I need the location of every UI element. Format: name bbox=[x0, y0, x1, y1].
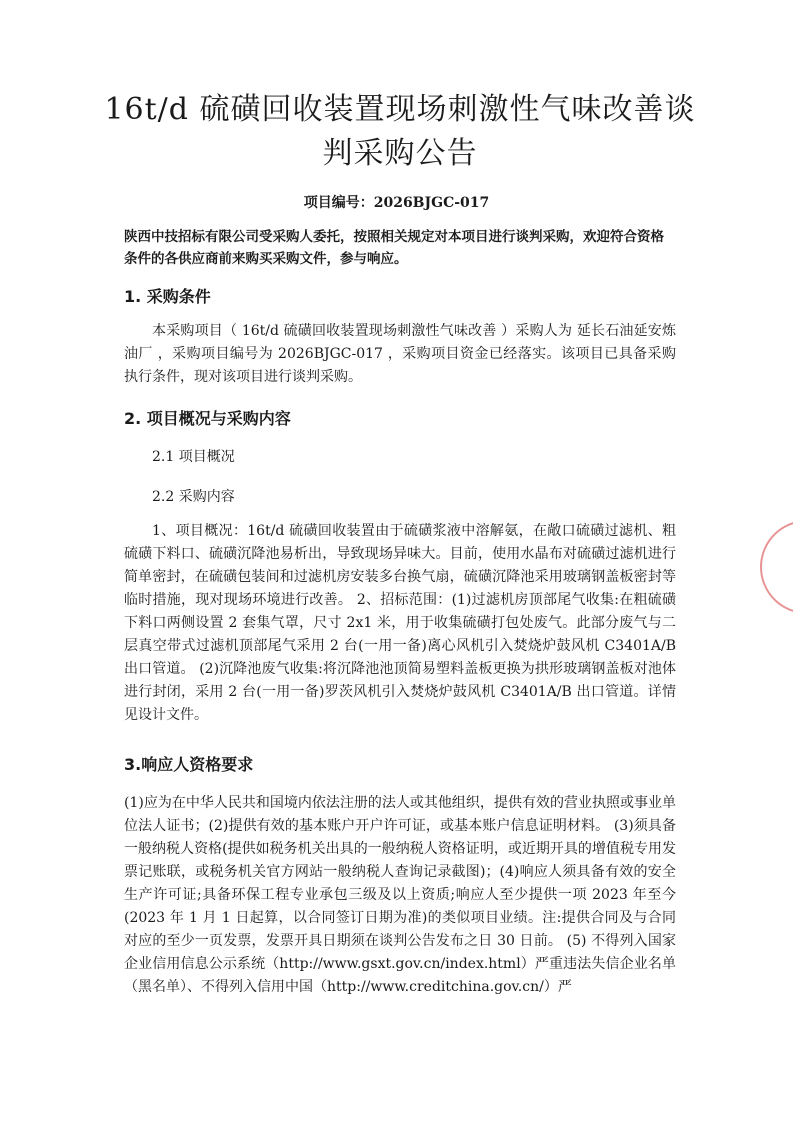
section-3-text: (1)应为在中华人民共和国境内依法注册的法人或其他组织，提供有效的营业执照或事业单位法人证书；(2)提供有效的基本账户开户许可证，或基本账户信息证明材料。 (3)须具备一般纳税人资格(提供如税务机关出具的一般纳税人资格证明，或近期开具的增值税专用发票记账联，或税务机关官方网站一般纳税人查询记录截图)；(4)响应人须具备有效的安全生产许可证;具备环保工程专业承包三级及以上资质;响应人至少提供一项 2023 年至今(2023 年 1 月 1 日起算，以合同签订日期为准)的类似项目业绩。注:提供合同及与合同对应的至少一页发票，发票开具日期须在谈判公告发布之日 30 日前。 (5) 不得列入国家企业信用信息公示系统（http://www.gsxt.gov.cn/index.html）严重违法失信企业名单（黑名单）、不得列入信用中国（http://www.creditchina.gov.cn/）严 bbox=[124, 795, 676, 995]
page-title: 16t/d 硫磺回收装置现场刺激性气味改善谈判采购公告 bbox=[104, 92, 696, 171]
section-2-text: 1、项目概况：16t/d 硫磺回收装置由于硫磺浆液中溶解氨，在敞口硫磺过滤机、粗硫磺下料口、硫磺沉降池易析出，导致现场异味大。目前，使用水晶布对硫磺过滤机进行简单密封，在硫磺包装间和过滤机房安装多台换气扇，硫磺沉降池采用玻璃钢盖板密封等临时措施，现对现场环境进行改善。 2、招标范围：(1)过滤机房顶部尾气收集:在粗硫磺下料口两侧设置 2 套集气罩，尺寸 2x1 米，用于收集硫磺打包处废气。此部分废气与二层真空带式过滤机顶部尾气采用 2 台(一用一备)离心风机引入焚烧炉鼓风机 C3401A/B 出口管道。 (2)沉降池废气收集:将沉降池池顶简易塑料盖板更换为拱形玻璃钢盖板对池体进行封闭，采用 2 台(一用一备)罗茨风机引入焚烧炉鼓风机 C3401A/B 出口管道。详情见设计文件。 bbox=[124, 523, 676, 723]
section-2-2-label: 2.2 采购内容 bbox=[152, 489, 235, 505]
section-2-heading: 2. 项目概况与采购内容 bbox=[124, 409, 291, 428]
section-3-heading: 3.响应人资格要求 bbox=[124, 755, 254, 774]
section-1-text: 本采购项目（ 16t/d 硫磺回收装置现场刺激性气味改善 ）采购人为 延长石油延安炼油厂 ，采购项目编号为 2026BJGC-017 ，采购项目资金已经落实。该项目已具备采购执行条件，现对该项目进行谈判采购。 bbox=[124, 323, 676, 385]
section-2-1-label: 2.1 项目概况 bbox=[152, 449, 235, 465]
project-number: 项目编号：2026BJGC-017 bbox=[303, 195, 490, 211]
section-1-heading: 1. 采购条件 bbox=[124, 287, 211, 306]
seal-stamp bbox=[760, 520, 793, 614]
intro-paragraph: 陕西中技招标有限公司受采购人委托，按照相关规定对本项目进行谈判采购，欢迎符合资格条件的各供应商前来购买采购文件，参与响应。 bbox=[124, 229, 664, 267]
